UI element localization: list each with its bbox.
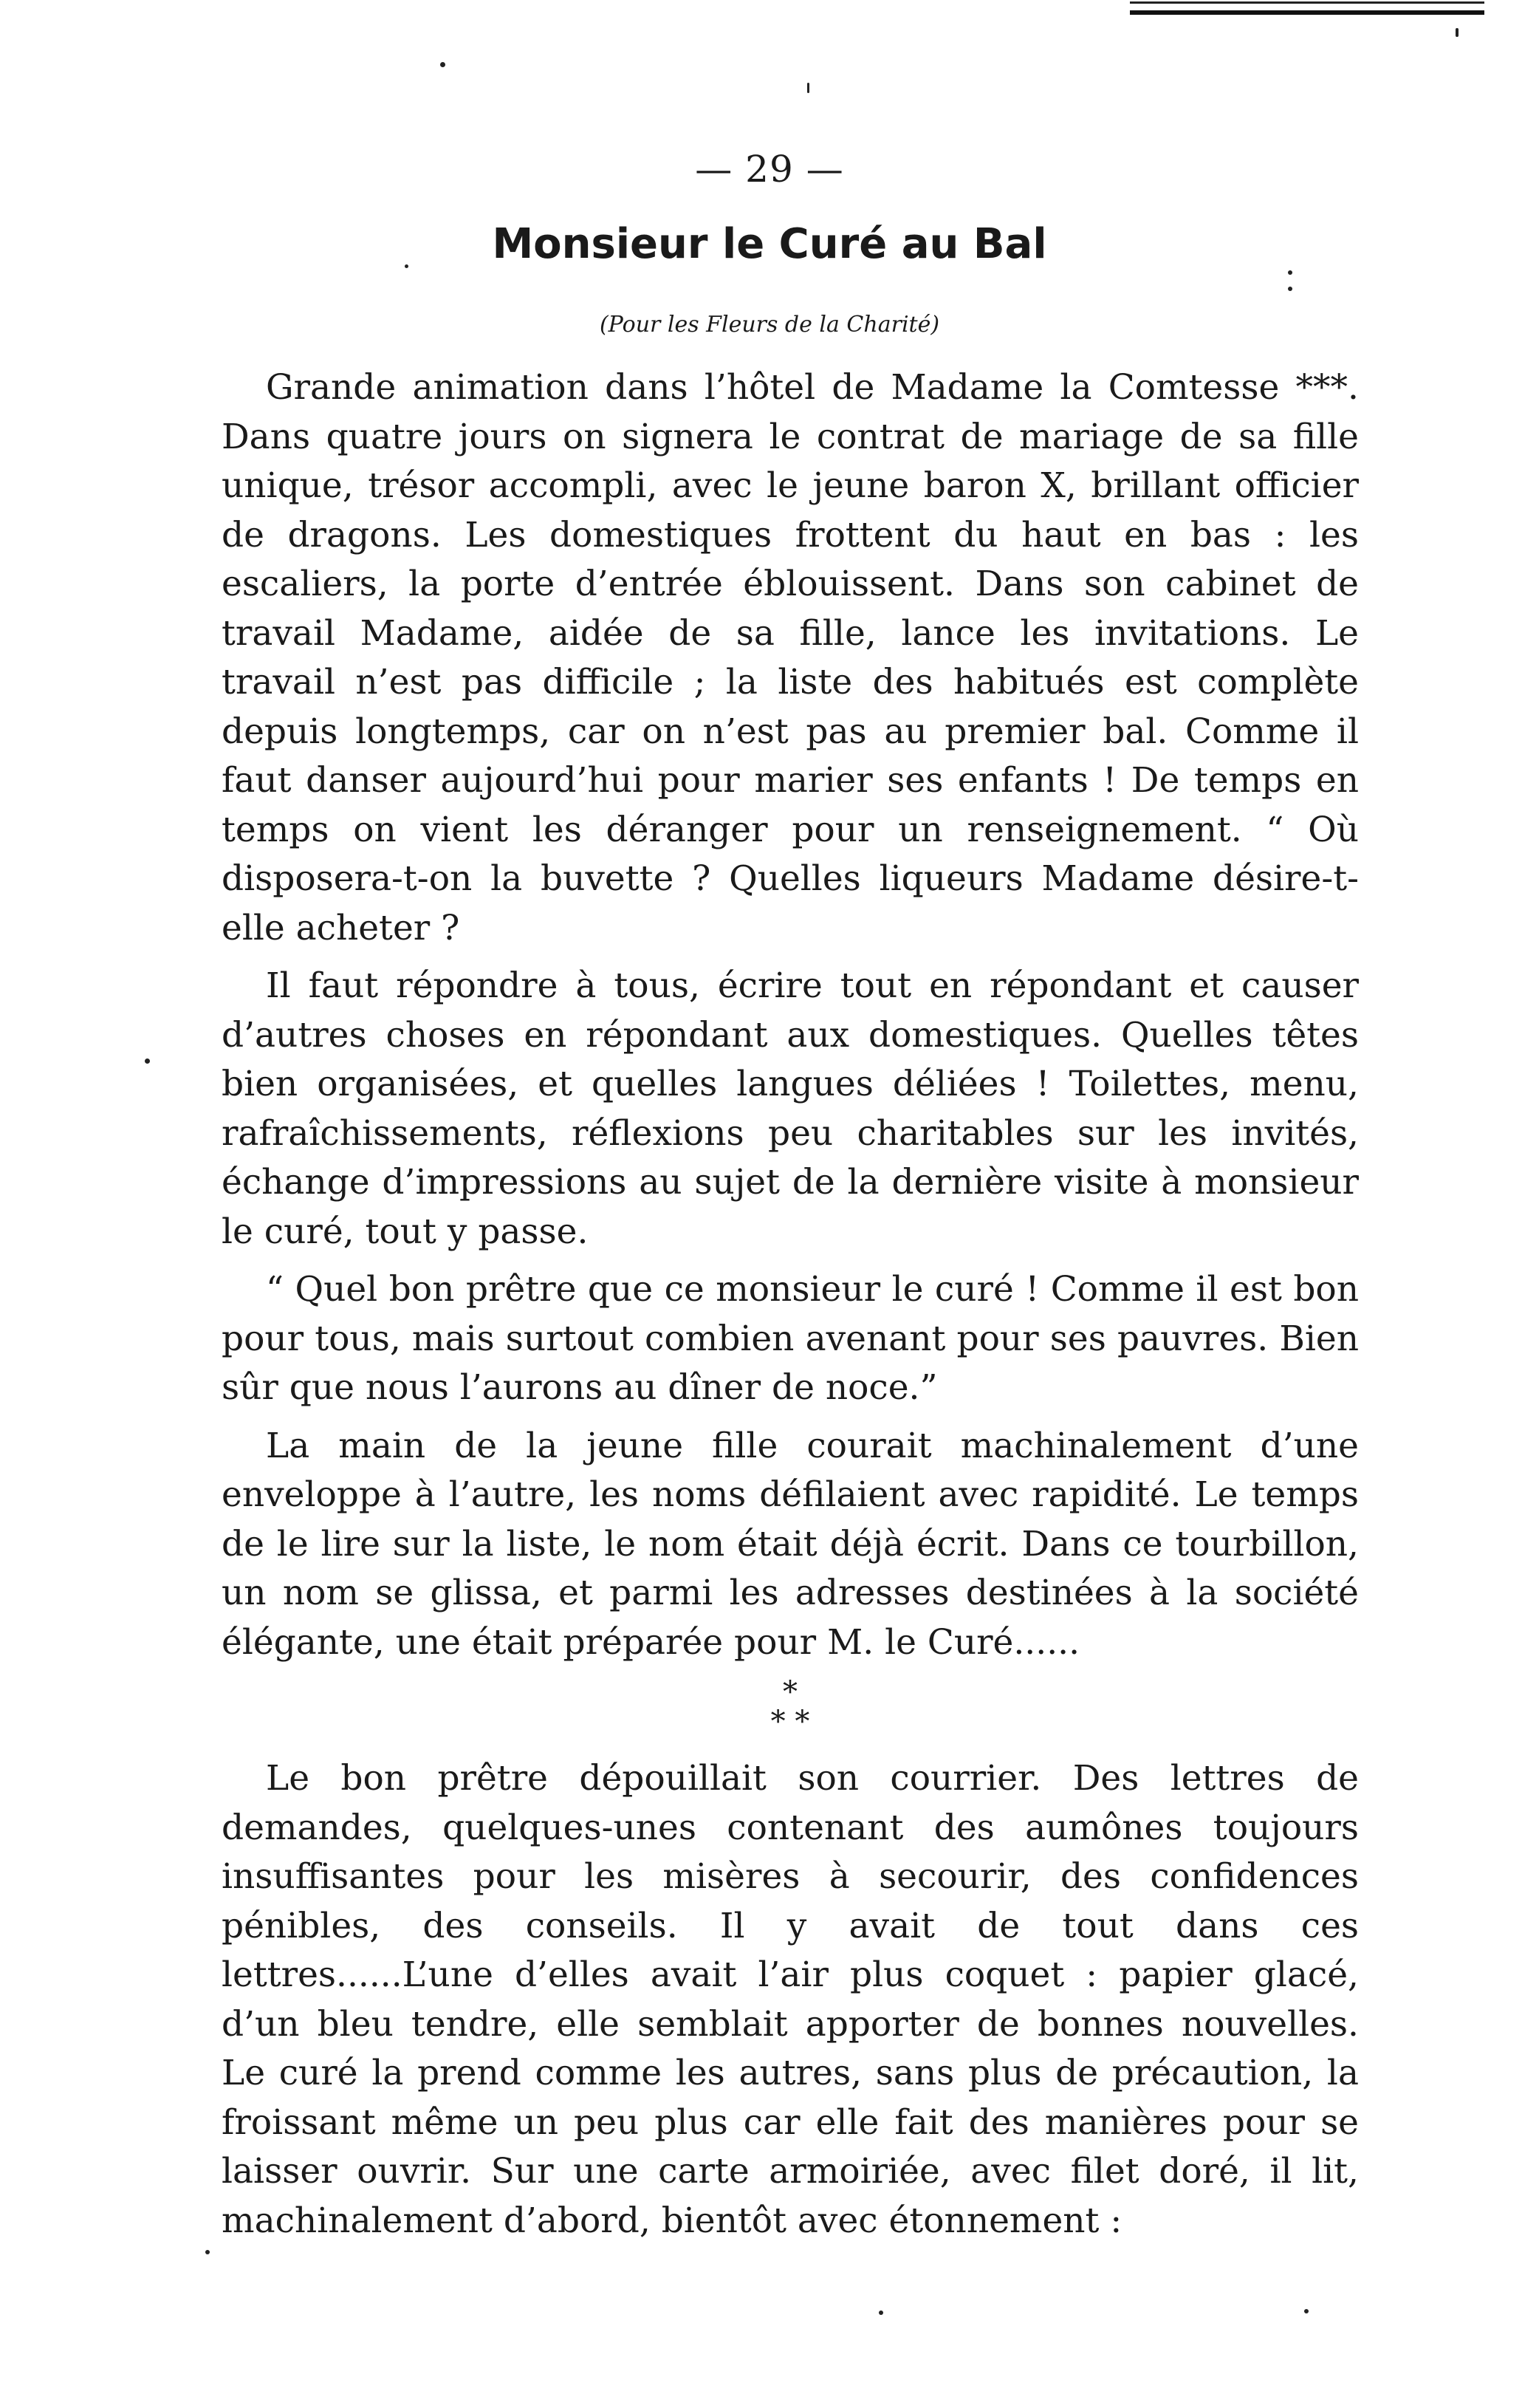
print-speck [1288, 270, 1292, 275]
section-break-asterism [222, 1667, 1359, 1748]
page-number: — 29 — [695, 148, 844, 191]
print-speck [807, 83, 809, 93]
chapter-title: Monsieur le Curé au Bal [492, 220, 1047, 268]
paragraph: La main de la jeune fille courait machinalement d’une enveloppe à l’autre, les noms défilaient avec rapidité. Le temps de le lire sur la liste, le nom était déjà écrit. Dans ce tourbillon, un nom se glissa, et parmi les adresses destinées à la société élégante, une était préparée pour M. le Curé...... [222, 1425, 1359, 1663]
asterism-top: * [783, 1675, 798, 1709]
print-speck [1288, 287, 1292, 291]
top-rule-thin [1130, 1, 1484, 4]
print-speck [145, 1058, 150, 1064]
paragraph: Il faut répondre à tous, écrire tout en répondant et causer d’autres choses en répondant aux domestiques. Quelles têtes bien organisées, et quelles langues déliées ! Toilettes, menu, rafraîchissements, réflexions peu charitables sur les invités, échange d’impressions au sujet de la dernière visite à monsieur le curé, tout y passe. [222, 965, 1359, 1252]
print-speck [1456, 28, 1459, 37]
print-speck [440, 62, 445, 67]
paragraph: Grande animation dans l’hôtel de Madame la Comtesse ***. Dans quatre jours on signera le contrat de mariage de sa fille unique, trésor accompli, avec le jeune baron X, brillant officier de dragons. Les domestiques frottent du haut en bas : les escaliers, la porte d’entrée éblouissent. Dans son cabinet de travail Madame, aidée de sa fille, lance les invitations. Le travail n’est pas difficile ; la liste des habitués est complète depuis longtemps, car on n’est pas au premier bal. Comme il faut danser aujourd’hui pour marier ses enfants ! De temps en temps on vient les déranger pour un renseignement. “ Où disposera-t-on la buvette ? Quelles liqueurs Madame désire-t-elle acheter ? [222, 367, 1359, 948]
asterism-bottom: * * [770, 1705, 810, 1739]
print-speck [205, 2250, 210, 2254]
body-text [222, 363, 1359, 2245]
print-speck [1304, 2309, 1309, 2313]
top-rule [1130, 10, 1484, 15]
chapter-subtitle: (Pour les Fleurs de la Charité) [599, 312, 940, 338]
paragraph: “ Quel bon prêtre que ce monsieur le curé ! Comme il est bon pour tous, mais surtout combien avenant pour ses pauvres. Bien sûr que nous l’aurons au dîner de noce.” [222, 1269, 1359, 1408]
paragraph: Le bon prêtre dépouillait son courrier. Des lettres de demandes, quelques-unes contenant des aumônes toujours insuffisantes pour les misères à secourir, des confidences pénibles, des conseils. Il y avait de tout dans ces lettres......L’une d’elles avait l’air plus coquet : papier glacé, d’un bleu tendre, elle semblait apporter de bonnes nouvelles. Le curé la prend comme les autres, sans plus de précaution, la froissant même un peu plus car elle fait des manières pour se laisser ouvrir. Sur une carte armoiriée, avec filet doré, il lit, machinalement d’abord, bientôt avec étonnement : [222, 1758, 1359, 2241]
print-speck [879, 2310, 883, 2315]
